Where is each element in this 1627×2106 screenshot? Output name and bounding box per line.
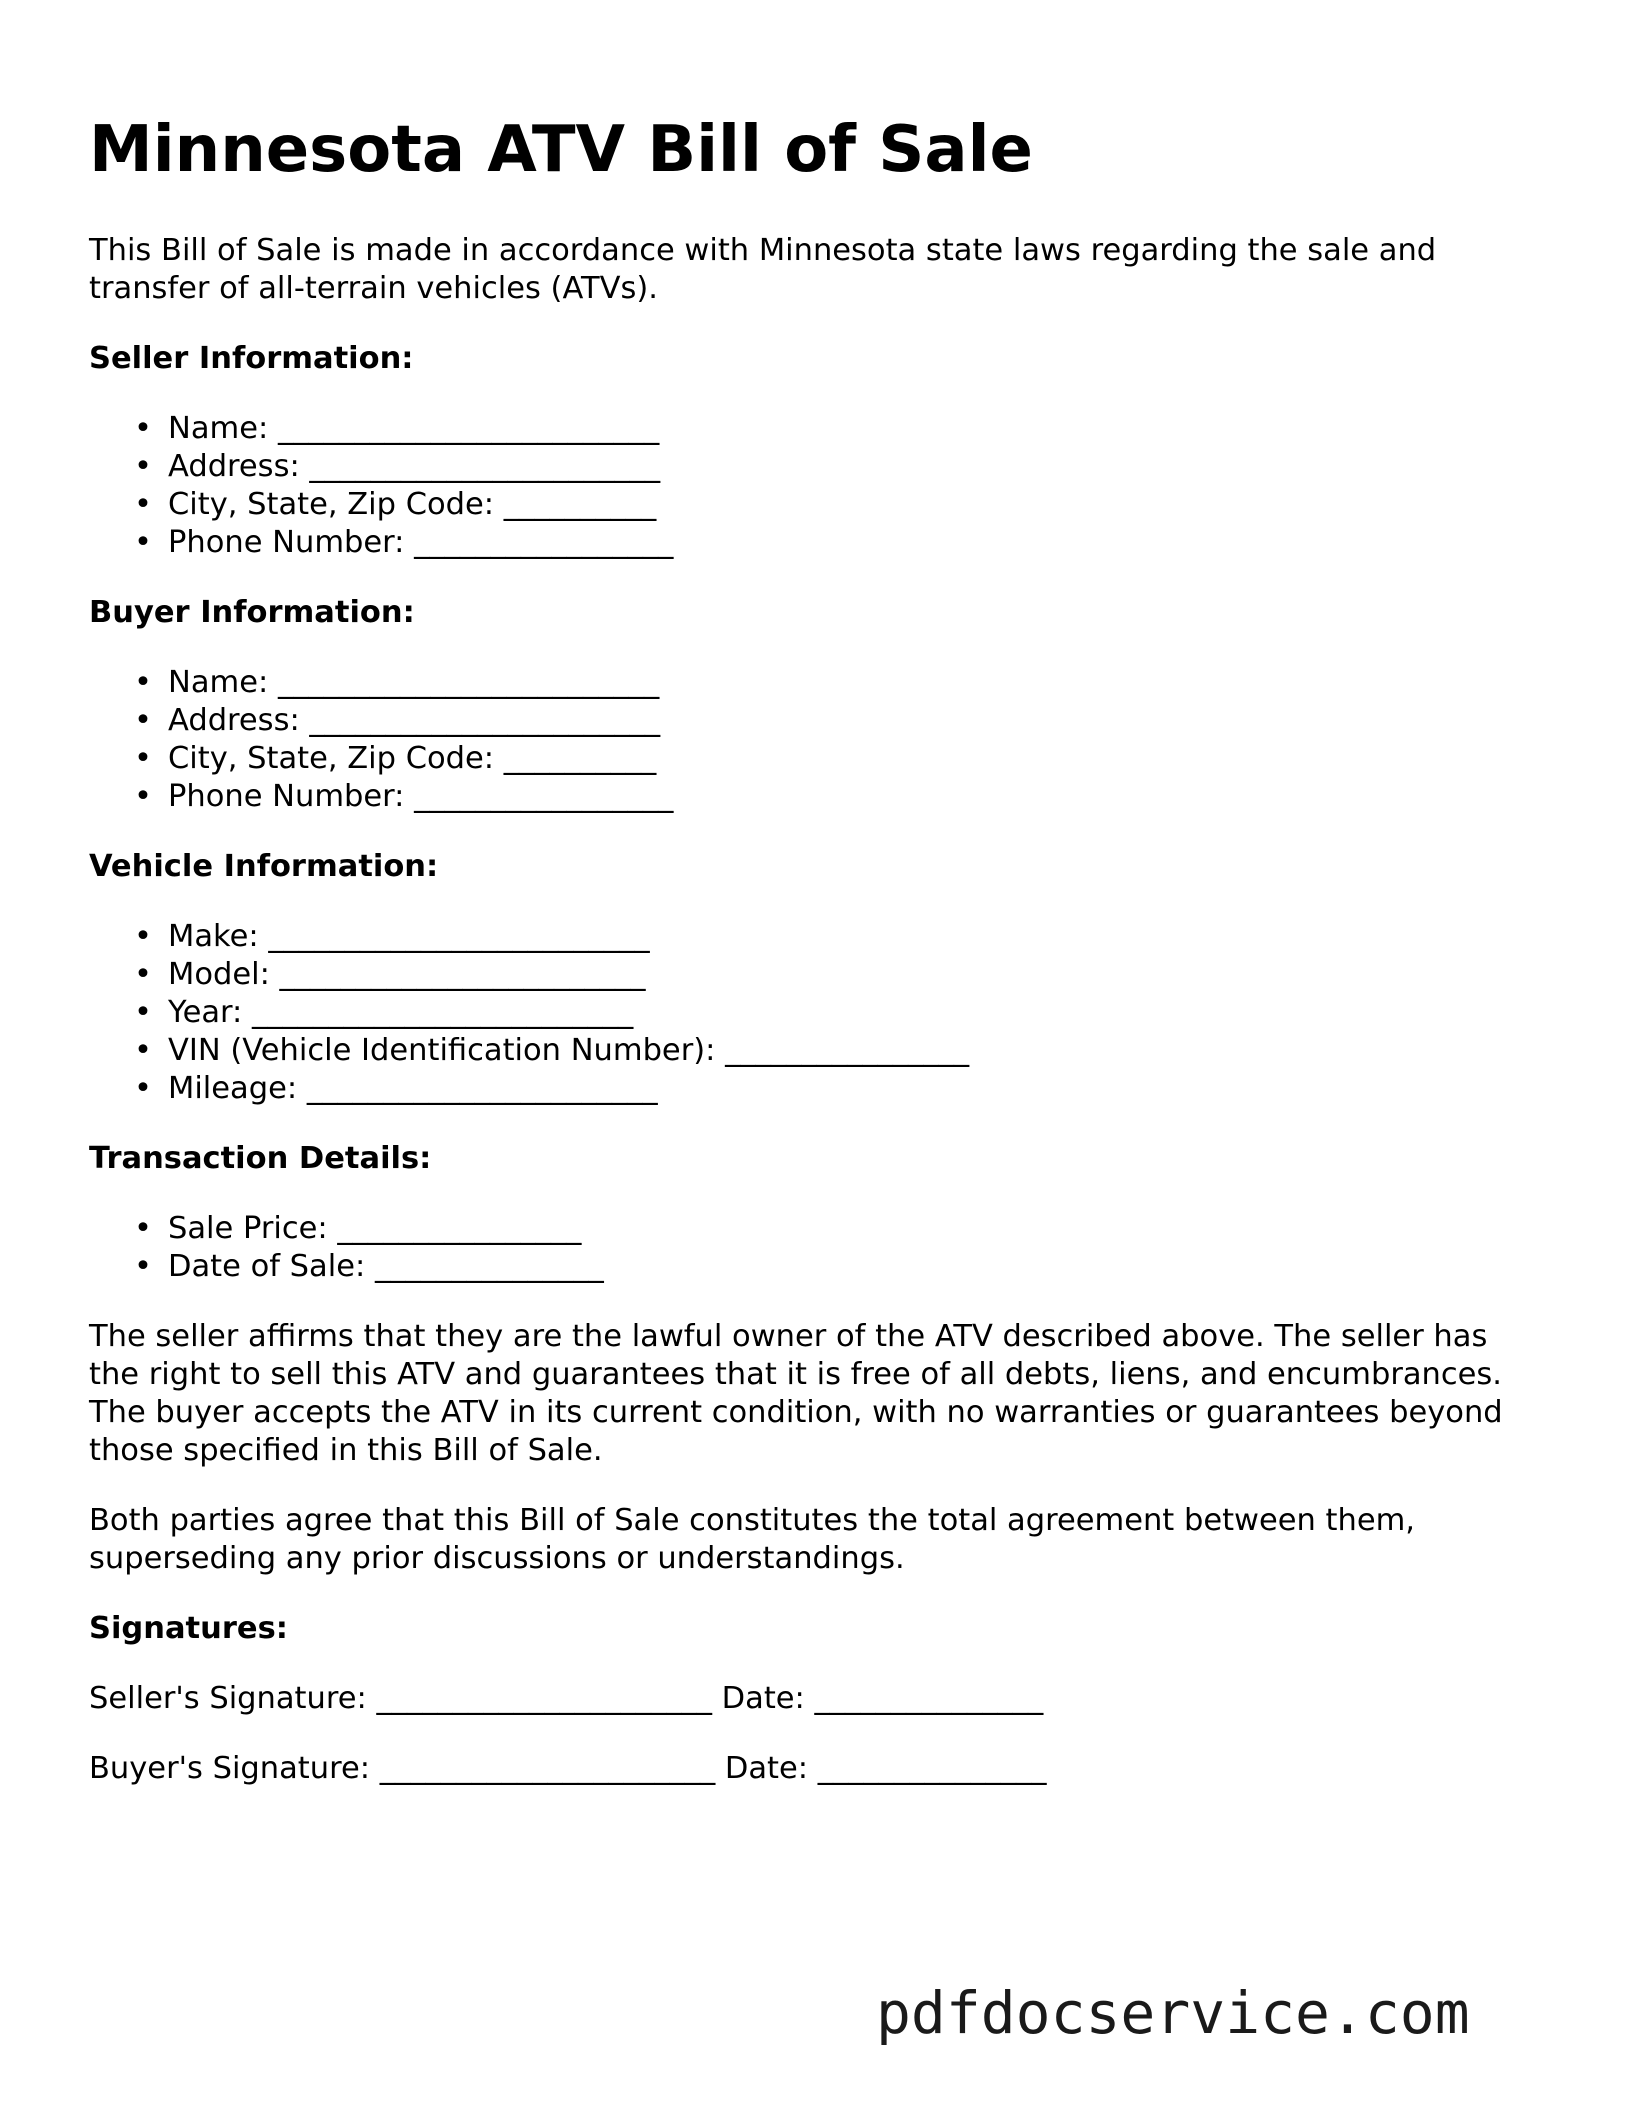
transaction-details-list	[89, 1210, 1529, 1286]
buyer-information-heading: Buyer Information:	[89, 595, 415, 630]
list-item-text: Name: _________________________	[168, 665, 660, 700]
bullet-icon: •	[134, 411, 152, 446]
buyer-signature-line[interactable]: Buyer's Signature: ______________________ Date: _______________	[89, 1751, 1047, 1786]
bullet-icon: •	[134, 487, 152, 522]
vehicle-mileage-field[interactable]	[134, 1070, 1529, 1108]
buyer-name-field[interactable]	[134, 664, 1529, 702]
list-item-text: Phone Number: _________________	[168, 779, 674, 814]
vehicle-information-list	[89, 918, 1529, 1108]
vehicle-year-field[interactable]	[134, 994, 1529, 1032]
bullet-icon: •	[134, 1249, 152, 1284]
list-item-text: Name: _________________________	[168, 411, 660, 446]
buyer-city-state-zip-field[interactable]	[134, 740, 1529, 778]
bullet-icon: •	[134, 995, 152, 1030]
list-item-text: Phone Number: _________________	[168, 525, 674, 560]
buyer-phone-field[interactable]	[134, 778, 1529, 816]
date-of-sale-field[interactable]	[134, 1248, 1529, 1286]
list-item-text: City, State, Zip Code: __________	[168, 487, 657, 522]
affirmation-paragraph: The seller affirms that they are the lawful owner of the ATV described above. The seller has the right to sell this ATV and guarantees that it is free of all debts, liens, and encumbrances. The buyer accepts the ATV in its current condition, with no warranties or guarantees beyond those specified in this Bill of Sale.	[89, 1319, 1503, 1468]
vehicle-make-field[interactable]	[134, 918, 1529, 956]
list-item-text: Make: _________________________	[168, 919, 650, 954]
bullet-icon: •	[134, 525, 152, 560]
list-item-text: VIN (Vehicle Identification Number): ________________	[168, 1033, 970, 1068]
list-item-text: Date of Sale: _______________	[168, 1249, 604, 1284]
buyer-address-field[interactable]	[134, 702, 1529, 740]
seller-signature-line[interactable]: Seller's Signature: ______________________ Date: _______________	[89, 1681, 1044, 1716]
bullet-icon: •	[134, 779, 152, 814]
agreement-paragraph: Both parties agree that this Bill of Sale constitutes the total agreement between them, superseding any prior discussions or understandings.	[89, 1503, 1416, 1576]
vehicle-model-field[interactable]	[134, 956, 1529, 994]
bullet-icon: •	[134, 449, 152, 484]
intro-paragraph: This Bill of Sale is made in accordance with Minnesota state laws regarding the sale and transfer of all-terrain vehicles (ATVs).	[89, 233, 1437, 306]
list-item-text: Sale Price: ________________	[168, 1211, 582, 1246]
bullet-icon: •	[134, 703, 152, 738]
bullet-icon: •	[134, 741, 152, 776]
bullet-icon: •	[134, 957, 152, 992]
bullet-icon: •	[134, 665, 152, 700]
list-item-text: City, State, Zip Code: __________	[168, 741, 657, 776]
seller-phone-field[interactable]	[134, 524, 1529, 562]
bullet-icon: •	[134, 1033, 152, 1068]
signatures-heading: Signatures:	[89, 1611, 288, 1646]
seller-city-state-zip-field[interactable]	[134, 486, 1529, 524]
list-item-text: Model: ________________________	[168, 957, 646, 992]
seller-information-heading: Seller Information:	[89, 341, 414, 376]
list-item-text: Mileage: _______________________	[168, 1071, 658, 1106]
watermark: pdfdocservice.com	[876, 1979, 1470, 2047]
bullet-icon: •	[134, 1211, 152, 1246]
list-item-text: Address: _______________________	[168, 703, 661, 738]
seller-information-list	[89, 410, 1529, 562]
list-item-text: Year: _________________________	[168, 995, 634, 1030]
list-item-text: Address: _______________________	[168, 449, 661, 484]
transaction-details-heading: Transaction Details:	[89, 1141, 432, 1176]
vehicle-vin-field[interactable]	[134, 1032, 1529, 1070]
seller-address-field[interactable]	[134, 448, 1529, 486]
bullet-icon: •	[134, 919, 152, 954]
bullet-icon: •	[134, 1071, 152, 1106]
document-body	[89, 232, 1529, 1820]
seller-name-field[interactable]	[134, 410, 1529, 448]
sale-price-field[interactable]	[134, 1210, 1529, 1248]
document-title: Minnesota ATV Bill of Sale	[89, 113, 1033, 187]
buyer-information-list	[89, 664, 1529, 816]
vehicle-information-heading: Vehicle Information:	[89, 849, 439, 884]
